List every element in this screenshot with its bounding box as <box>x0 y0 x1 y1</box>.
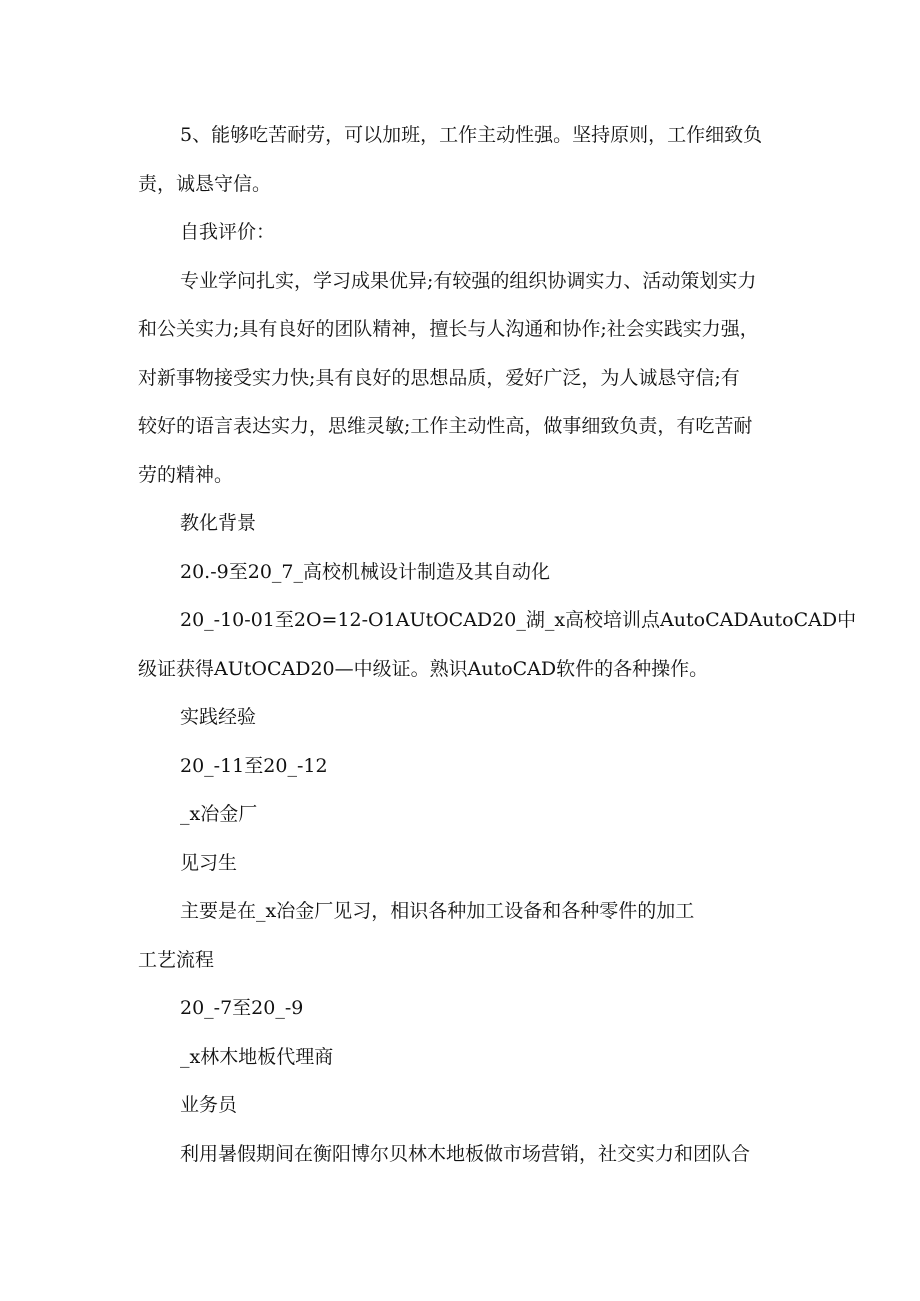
text-line: _x林木地板代理商 <box>180 1045 334 1068</box>
text-line: 教化背景 <box>180 512 257 534</box>
text-line: 20_-7至20_-9 <box>180 997 304 1019</box>
text-line: 较好的语言表达实力，思维灵敏;工作主动性高，做事细致负责，有吃苦耐 <box>138 415 753 437</box>
text-line: 5、能够吃苦耐劳，可以加班，工作主动性强。坚持原则，工作细致负 <box>180 124 763 146</box>
text-line: 20_-11至20_-12 <box>180 754 328 777</box>
text-line: 级证获得AUtOCAD20—中级证。熟识AutoCAD软件的各种操作。 <box>138 657 709 680</box>
paragraph-self-evaluation-cont <box>138 305 788 499</box>
text-line: 20.-9至20_7_高校机械设计制造及其自动化 <box>180 560 550 583</box>
text-line: 见习生 <box>180 851 238 874</box>
experience-2-date <box>180 984 830 1033</box>
text-line: 主要是在_x冶金厂见习，相识各种加工设备和各种零件的加工 <box>180 900 695 922</box>
text-line: 工艺流程 <box>138 948 215 971</box>
text-line: 业务员 <box>180 1094 238 1116</box>
experience-1-date <box>180 742 830 791</box>
experience-2-role <box>180 1081 830 1130</box>
experience-2-description <box>180 1130 830 1179</box>
heading-experience <box>180 693 830 742</box>
paragraph-strengths-cont <box>138 160 788 209</box>
experience-1-company <box>180 790 830 839</box>
experience-1-description-cont <box>138 936 788 985</box>
text-line: 利用暑假期间在衡阳博尔贝林木地板做市场营销，社交实力和团队合 <box>180 1142 751 1165</box>
certification-entry-cont <box>138 645 788 694</box>
text-line: 和公关实力;具有良好的团队精神，擅长与人沟通和协作;社会实践实力强， <box>138 318 759 340</box>
experience-1-description <box>180 887 830 936</box>
experience-2-company <box>180 1033 830 1082</box>
text-line: 责，诚恳守信。 <box>138 172 272 195</box>
text-line: 自我评价： <box>180 221 276 243</box>
heading-education <box>180 499 830 548</box>
certification-entry <box>180 596 857 645</box>
heading-self-evaluation <box>180 208 830 257</box>
text-line: 对新事物接受实力快;具有良好的思想品质，爱好广泛，为人诚恳守信;有 <box>138 366 740 389</box>
text-line: 专业学问扎实，学习成果优异;有较强的组织协调实力、活动策划实力 <box>180 269 757 292</box>
text-line: 20_-10-01至2O=12-O1AUtOCAD20_湖_x高校培训点AutoCADAutoCAD中 <box>180 609 857 631</box>
text-line: 劳的精神。 <box>138 463 234 486</box>
experience-1-role <box>180 839 830 888</box>
paragraph-strengths <box>180 111 830 160</box>
text-line: _x冶金厂 <box>180 803 258 825</box>
text-line: 实践经验 <box>180 706 257 728</box>
education-entry <box>180 548 830 597</box>
paragraph-self-evaluation <box>180 257 830 306</box>
